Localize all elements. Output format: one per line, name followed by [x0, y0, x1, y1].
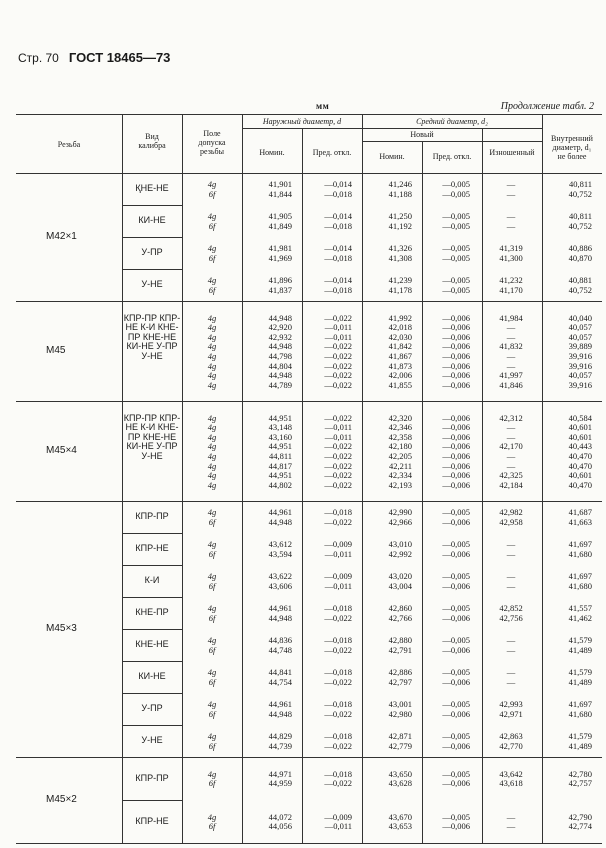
worn-diameter: 41,984 — — 41,832 — — 41,997 41,846	[499, 312, 523, 390]
outer-diameter-nominal: 44,841 44,754	[268, 667, 292, 687]
worn-diameter: 42,312 — — 42,170 — — 42,325 42,184	[499, 412, 523, 490]
mean-diameter-nominal: 41,239 41,178	[388, 275, 412, 295]
mean-diameter-nominal: 42,871 42,779	[388, 731, 412, 751]
mean-diameter-deviation: —0,005 —0,006	[442, 811, 470, 832]
tolerance-field: 4g 6f	[207, 667, 217, 687]
inner-diameter: 41,579 41,489	[568, 667, 592, 687]
mean-diameter-deviation: —0,005 —0,005	[442, 179, 470, 199]
gauge-type: У-НЕ	[141, 735, 163, 745]
tolerance-field: 4g 4g 4g 4g 4g 4g 4g 4g	[207, 312, 217, 390]
gauge-type: КНЕ-ПР	[135, 607, 169, 617]
mean-diameter-nominal: 42,886 42,797	[388, 667, 412, 687]
outer-diameter-deviation: —0,018 —0,022	[324, 507, 352, 527]
inner-diameter: 41,697 41,680	[568, 571, 592, 591]
col-header-od-deviation: Пред. откл.	[312, 148, 352, 157]
gauge-type: КПР-ПР	[135, 511, 169, 521]
worn-diameter: — —	[506, 179, 516, 199]
outer-diameter-deviation: —0,018 —0,022	[324, 603, 352, 623]
gauge-type: ҚНЕ-НЕ	[135, 183, 169, 193]
outer-diameter-deviation: —0,018 —0,022	[324, 667, 352, 687]
col-header-field: Поле допуска резьбы	[198, 129, 226, 156]
outer-diameter-nominal: 44,961 44,948	[268, 507, 292, 527]
tolerance-field: 4g 6f	[207, 179, 217, 199]
outer-diameter-nominal: 44,948 42,920 42,932 44,948 44,798 44,804 44,948 44,789	[268, 312, 292, 390]
outer-diameter-nominal: 43,612 43,594	[268, 539, 292, 559]
col-header-worn: Изношенный	[489, 148, 535, 157]
outer-diameter-nominal: 44,829 44,739	[268, 731, 292, 751]
tolerance-field: 4g 4g 4g 4g 4g 4g 4g 4g	[207, 412, 217, 490]
mean-diameter-nominal: 42,320 42,346 42,358 42,180 42,205 42,211 42,334 42,193	[388, 412, 412, 490]
mean-diameter-nominal: 43,650 43,628	[388, 768, 412, 789]
mean-diameter-deviation: —0,005 —0,005	[442, 211, 470, 231]
tolerance-field: 4g 6f	[207, 603, 217, 623]
inner-diameter: 40,811 40,752	[568, 179, 592, 199]
outer-diameter-nominal: 44,836 44,748	[268, 635, 292, 655]
block-divider	[122, 565, 182, 566]
outer-diameter-nominal: 44,072 44,056	[268, 811, 292, 832]
col-header-md-nominal: Номин.	[379, 152, 405, 161]
tolerance-field: 4g 6f	[207, 571, 217, 591]
thread-label: M45×2	[46, 794, 77, 805]
inner-diameter: 40,881 40,752	[568, 275, 592, 295]
inner-diameter: 41,697 41,680	[568, 539, 592, 559]
block-divider	[122, 205, 182, 206]
worn-diameter: — —	[506, 635, 516, 655]
inner-diameter: 41,687 41,663	[568, 507, 592, 527]
tolerance-field: 4g 6f	[207, 699, 217, 719]
mean-diameter-deviation: —0,005 —0,006	[442, 603, 470, 623]
block-divider	[122, 269, 182, 270]
mean-diameter-deviation: —0,006 —0,006 —0,006 —0,006 —0,006 —0,006 —0,006 —0,006	[442, 412, 470, 490]
gauge-type: КИ-НЕ	[138, 215, 166, 225]
worn-diameter: — —	[506, 211, 516, 231]
mean-diameter-deviation: —0,005 —0,006	[442, 507, 470, 527]
group-border	[16, 843, 602, 844]
col-header-inner: Внутренний диаметр, d₁ не более	[551, 134, 593, 161]
worn-diameter: 43,642 43,618	[499, 768, 523, 789]
outer-diameter-nominal: 41,901 41,844	[268, 179, 292, 199]
group-border	[16, 501, 602, 502]
mean-diameter-nominal: 41,326 41,308	[388, 243, 412, 263]
col-header-new: Новый	[410, 130, 434, 139]
outer-diameter-nominal: 41,896 41,837	[268, 275, 292, 295]
mean-diameter-deviation: —0,006 —0,006 —0,006 —0,006 —0,006 —0,006 —0,006 —0,006	[442, 312, 470, 390]
outer-diameter-nominal: 41,981 41,969	[268, 243, 292, 263]
outer-diameter-deviation: —0,018 —0,022	[324, 635, 352, 655]
mean-diameter-nominal: 42,880 42,791	[388, 635, 412, 655]
outer-diameter-deviation: —0,009 —0,011	[324, 571, 352, 591]
worn-diameter: 41,319 41,300	[499, 243, 523, 263]
inner-diameter: 41,557 41,462	[568, 603, 592, 623]
outer-diameter-nominal: 44,961 44,948	[268, 603, 292, 623]
block-divider	[122, 533, 182, 534]
gauge-type: КПР-НЕ	[135, 815, 169, 826]
worn-diameter: 42,982 42,958	[499, 507, 523, 527]
mean-diameter-nominal: 42,860 42,766	[388, 603, 412, 623]
block-divider	[122, 597, 182, 598]
block-divider	[122, 629, 182, 630]
outer-diameter-deviation: —0,018 —0,022	[324, 768, 352, 789]
block-divider	[122, 237, 182, 238]
tolerance-field: 4g 6f	[207, 811, 217, 832]
page-header	[18, 50, 170, 65]
worn-diameter: — —	[506, 667, 516, 687]
tolerance-field: 4g 6f	[207, 731, 217, 751]
col-header-outer: Наружный диаметр, d	[262, 117, 342, 126]
header-line-2	[362, 141, 542, 142]
outer-diameter-deviation: —0,009 —0,011	[324, 811, 352, 832]
inner-diameter: 40,584 40,601 40,601 40,443 40,470 40,470 40,601 40,470	[568, 412, 592, 490]
mean-diameter-nominal: 41,246 41,188	[388, 179, 412, 199]
group-border	[16, 757, 602, 758]
mean-diameter-nominal: 42,990 42,966	[388, 507, 412, 527]
tolerance-field: 4g 6f	[207, 211, 217, 231]
worn-diameter: 42,993 42,971	[499, 699, 523, 719]
gauge-type: КПР-ПР	[135, 772, 169, 783]
thread-label: M42×1	[46, 231, 77, 242]
thread-label: M45	[46, 345, 66, 356]
block-divider	[122, 693, 182, 694]
mean-diameter-deviation: —0,005 —0,006	[442, 699, 470, 719]
outer-diameter-deviation: —0,018 —0,022	[324, 699, 352, 719]
units-label: мм	[316, 101, 330, 111]
mean-diameter-nominal: 43,020 43,004	[388, 571, 412, 591]
continuation-label: Продолжение табл. 2	[500, 101, 594, 112]
gauge-type: КНЕ-НЕ	[135, 639, 169, 649]
header-line-1	[242, 128, 542, 129]
header-bottom-border	[16, 173, 602, 174]
mean-diameter-deviation: —0,005 —0,005	[442, 243, 470, 263]
gauge-type: К-И	[144, 575, 160, 585]
group-border	[16, 401, 602, 402]
tolerance-field: 4g 6f	[207, 635, 217, 655]
outer-diameter-deviation: —0,014 —0,018	[324, 243, 352, 263]
col-header-mean: Средний диаметр, d₂	[416, 117, 488, 126]
worn-diameter: — —	[506, 811, 516, 832]
outer-diameter-deviation: —0,014 —0,018	[324, 275, 352, 295]
worn-diameter: 42,852 42,756	[499, 603, 523, 623]
page-label: Стр. 70	[18, 51, 59, 65]
mean-diameter-nominal: 41,250 41,192	[388, 211, 412, 231]
mean-diameter-nominal: 41,992 42,018 42,030 41,842 41,867 41,873 42,006 41,855	[388, 312, 412, 390]
gauge-type: У-ПР	[141, 247, 163, 257]
col-header-thread: Резьба	[57, 140, 81, 149]
inner-diameter: 41,697 41,680	[568, 699, 592, 719]
col-header-md-deviation: Пред. откл.	[432, 152, 472, 161]
mean-diameter-deviation: —0,005 —0,006	[442, 539, 470, 559]
gauge-type: КИ-НЕ	[138, 671, 166, 681]
outer-diameter-nominal: 44,961 44,948	[268, 699, 292, 719]
outer-diameter-deviation: —0,014 —0,018	[324, 211, 352, 231]
col-header-od-nominal: Номин.	[259, 148, 285, 157]
mean-diameter-nominal: 43,670 43,653	[388, 811, 412, 832]
thread-label: M45×3	[46, 623, 77, 634]
tolerance-field: 4g 6f	[207, 243, 217, 263]
worn-diameter: 41,232 41,170	[499, 275, 523, 295]
gauge-type: КПР-ПР КПР-НЕ К-И КНЕ-ПР КНЕ-НЕ КИ-НЕ У-ПР У-НЕ	[123, 412, 181, 461]
standard-number: ГОСТ 18465—73	[68, 50, 171, 65]
block-divider	[122, 661, 182, 662]
group-border	[16, 301, 602, 302]
gauge-type: У-ПР	[141, 703, 163, 713]
gauge-type: У-НЕ	[141, 279, 163, 289]
outer-diameter-nominal: 44,971 44,959	[268, 768, 292, 789]
gauge-type: КПР-НЕ	[135, 543, 169, 553]
mean-diameter-nominal: 43,001 42,980	[388, 699, 412, 719]
tolerance-field: 4g 6f	[207, 275, 217, 295]
mean-diameter-deviation: —0,005 —0,006	[442, 768, 470, 789]
mean-diameter-nominal: 43,010 42,992	[388, 539, 412, 559]
col-header-gauge: Вид калибра	[138, 132, 166, 150]
outer-diameter-nominal: 41,905 41,849	[268, 211, 292, 231]
mean-diameter-deviation: —0,005 —0,006	[442, 635, 470, 655]
outer-diameter-deviation: —0,022 —0,011 —0,011 —0,022 —0,022 —0,022 —0,022 —0,022	[324, 412, 352, 490]
inner-diameter: 41,579 41,489	[568, 731, 592, 751]
mean-diameter-deviation: —0,005 —0,006	[442, 571, 470, 591]
thread-label: M45×4	[46, 445, 77, 456]
tolerance-field: 4g 6f	[207, 507, 217, 527]
data-table	[16, 114, 602, 843]
outer-diameter-deviation: —0,014 —0,018	[324, 179, 352, 199]
mean-diameter-deviation: —0,005 —0,005	[442, 275, 470, 295]
outer-diameter-deviation: —0,018 —0,022	[324, 731, 352, 751]
block-divider	[122, 800, 182, 801]
outer-diameter-deviation: —0,022 —0,011 —0,011 —0,022 —0,022 —0,022 —0,022 —0,022	[324, 312, 352, 390]
outer-diameter-nominal: 44,951 43,148 43,160 44,951 44,811 44,817 44,951 44,802	[268, 412, 292, 490]
inner-diameter: 40,811 40,752	[568, 211, 592, 231]
outer-diameter-deviation: —0,009 —0,011	[324, 539, 352, 559]
worn-diameter: — —	[506, 571, 516, 591]
mean-diameter-deviation: —0,005 —0,006	[442, 731, 470, 751]
worn-diameter: — —	[506, 539, 516, 559]
block-divider	[122, 725, 182, 726]
inner-diameter: 42,790 42,774	[568, 811, 592, 832]
outer-diameter-nominal: 43,622 43,606	[268, 571, 292, 591]
tolerance-field: 4g 6f	[207, 768, 217, 789]
inner-diameter: 40,886 40,870	[568, 243, 592, 263]
tolerance-field: 4g 6f	[207, 539, 217, 559]
table-top-border	[16, 114, 602, 115]
inner-diameter: 42,780 42,757	[568, 768, 592, 789]
gauge-type: КПР-ПР КПР-НЕ К-И КНЕ-ПР КНЕ-НЕ КИ-НЕ У-ПР У-НЕ	[123, 312, 181, 361]
worn-diameter: 42,863 42,770	[499, 731, 523, 751]
inner-diameter: 40,040 40,057 40,057 39,889 39,916 39,916 40,057 39,916	[568, 312, 592, 390]
mean-diameter-deviation: —0,005 —0,006	[442, 667, 470, 687]
inner-diameter: 41,579 41,489	[568, 635, 592, 655]
